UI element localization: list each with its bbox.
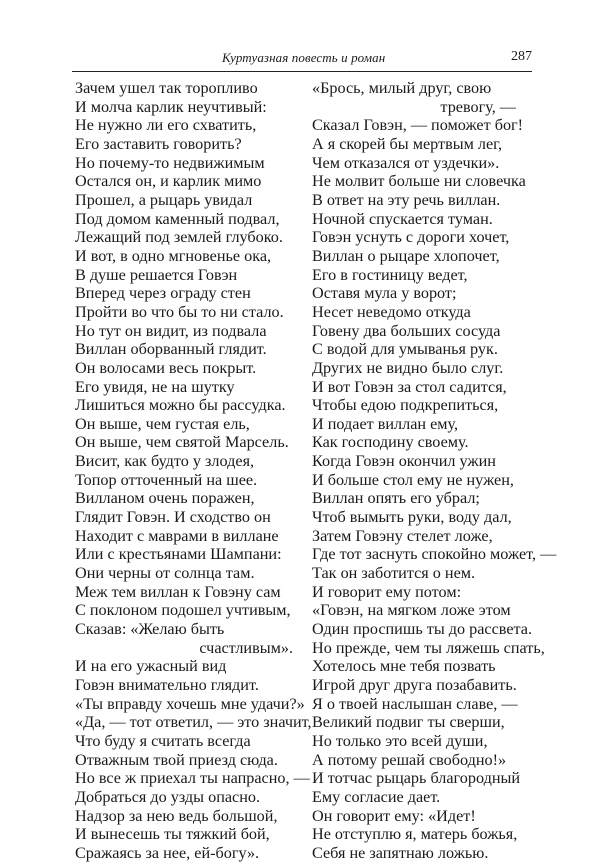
left-verse-column [75, 79, 312, 863]
verse-line: Лежащий под землей глубоко. [75, 228, 283, 247]
header-rule [72, 71, 532, 72]
verse-line: А я скорей бы мертвым лег, [312, 134, 503, 153]
verse-line: Но только это всей души, [312, 731, 488, 750]
verse-line: Он говорит ему: «Идет! [312, 806, 476, 825]
verse-line: Его заставить говорить? [75, 134, 242, 153]
verse-line: Но тут он видит, из подвала [75, 321, 267, 340]
verse-line: Затем Говэну стелет ложе, [312, 526, 493, 545]
verse-line: Сказав: «Желаю быть [75, 620, 225, 639]
verse-line: Находит с маврами в виллане [75, 526, 279, 545]
verse-line: Не нужно ли его схватить, [75, 116, 257, 135]
verse-line: Сражаясь за нее, ей-богу». [75, 843, 260, 862]
verse-line: Отважным твой приезд сюда. [75, 750, 278, 769]
verse-line: Чем отказался от уздечки». [312, 153, 500, 172]
verse-line: Чтобы едою подкрепиться, [312, 396, 499, 415]
verse-line: Надзор за нею ведь большой, [75, 806, 278, 825]
verse-line: Не молвит больше ни словечка [312, 172, 526, 191]
verse-line: Меж тем виллан к Говэну сам [75, 582, 281, 601]
verse-line: «Ты вправду хочешь мне удачи?» [75, 694, 305, 713]
verse-line: И вот, в одно мгновенье ока, [75, 246, 272, 265]
verse-line: Великий подвиг ты сверши, [312, 713, 505, 732]
verse-line: Вилланом очень поражен, [75, 489, 255, 508]
verse-line: Виллан о рыцаре хлопочет, [312, 246, 500, 265]
verse-line: «Брось, милый друг, свою [312, 79, 492, 97]
verse-line: Но все ж приехал ты напрасно, — [75, 769, 310, 788]
verse-line: «Говэн, на мягком ложе этом [312, 601, 511, 620]
verse-line: Когда Говэн окончил ужин [312, 452, 496, 471]
verse-line: И подает виллан ему, [312, 414, 459, 433]
verse-line: Чтоб вымыть руки, воду дал, [312, 508, 512, 527]
verse-line: Под домом каменный подвал, [75, 209, 280, 228]
verse-line: Они черны от солнца там. [75, 564, 255, 583]
verse-line: Виллан опять его убрал; [312, 489, 480, 508]
verse-line: Игрой друг друга позабавить. [312, 676, 517, 694]
verse-line: Ночной спускается туман. [312, 209, 493, 228]
verse-line: счастливым». [199, 638, 293, 657]
verse-line: В ответ на эту речь виллан. [312, 190, 501, 209]
verse-line: И говорит ему потом: [312, 582, 462, 601]
running-title: Куртуазная повесть и роман [222, 50, 386, 65]
verse-line: Говэн уснуть с дороги хочет, [312, 228, 510, 247]
verse-line: Не отступлю я, матерь божья, [312, 825, 518, 844]
verse-line: Где тот заснуть спокойно может, — [312, 545, 557, 564]
verse-line: Несет неведомо откуда [312, 302, 471, 321]
verse-line: В душе решается Говэн [75, 265, 238, 284]
verse-line: Виллан оборванный глядит. [75, 340, 267, 359]
right-verse-column [312, 79, 557, 863]
verse-line: Прошел, а рыцарь увидал [75, 190, 253, 209]
verse-line: Я о твоей наслышан славе, — [312, 694, 518, 713]
verse-line: Остался он, и карлик мимо [75, 172, 262, 191]
verse-line: И вот Говэн за стол садится, [312, 377, 507, 396]
verse-line: Он выше, чем густая ель, [75, 414, 250, 433]
verse-line: Говену два больших сосуда [312, 321, 501, 340]
verse-line: Его в гостиницу ведет, [312, 265, 468, 284]
verse-line: Но почему-то недвижимым [75, 153, 265, 172]
verse-line: Как господину своему. [312, 433, 469, 452]
verse-line: Добраться до узды опасно. [75, 787, 261, 806]
verse-line: Оставя мула у ворот; [312, 284, 457, 303]
verse-line: Так он заботится о нем. [312, 564, 476, 583]
verse-line: Его увидя, не на шутку [75, 377, 235, 396]
verse-line: Но прежде, чем ты ляжешь спать, [312, 638, 545, 657]
verse-line: «Да, — тот ответил, — это значит, [75, 713, 312, 732]
verse-line: тревогу, — [440, 97, 516, 116]
verse-line: Зачем ушел так торопливо [75, 79, 258, 97]
verse-line: И на его ужасный вид [75, 657, 227, 676]
verse-line: Он выше, чем святой Марсель. [75, 433, 289, 452]
verse-line: Хотелось мне тебя позвать [312, 657, 496, 676]
verse-line: Других не видно было слуг. [312, 358, 504, 377]
page-number: 287 [511, 49, 532, 64]
verse-line: Он волосами весь покрыт. [75, 358, 257, 377]
verse-line: Говэн внимательно глядит. [75, 676, 259, 694]
verse-line: Ему согласие дает. [312, 787, 441, 806]
verse-line: И больше стол ему не нужен, [312, 470, 514, 489]
verse-line: Пройти во что бы то ни стало. [75, 302, 284, 321]
verse-line: Сказал Говэн, — поможет бог! [312, 116, 524, 135]
page-header [72, 48, 532, 70]
verse-line: Лишиться можно бы рассудка. [75, 396, 286, 415]
verse-line: Себя не запятнаю ложью. [312, 843, 489, 862]
verse-line: Что буду я считать всегда [75, 731, 251, 750]
verse-line: Топор отточенный на шее. [75, 470, 258, 489]
verse-line: И тотчас рыцарь благородный [312, 769, 521, 788]
verse-line: С водой для умыванья рук. [312, 340, 498, 359]
verse-line: А потому решай свободно!» [312, 750, 507, 769]
verse-line: Вперед через ограду стен [75, 284, 251, 303]
verse-line: Один проспишь ты до рассвета. [312, 620, 533, 639]
verse-line: Или с крестьянами Шампани: [75, 545, 282, 564]
verse-line: С поклоном подошел учтивым, [75, 601, 291, 620]
verse-line: И вынесешь ты тяжкий бой, [75, 825, 270, 844]
verse-line: Глядит Говэн. И сходство он [75, 508, 271, 527]
verse-line: Висит, как будто у злодея, [75, 452, 255, 471]
verse-line: И молча карлик неучтивый: [75, 97, 267, 116]
